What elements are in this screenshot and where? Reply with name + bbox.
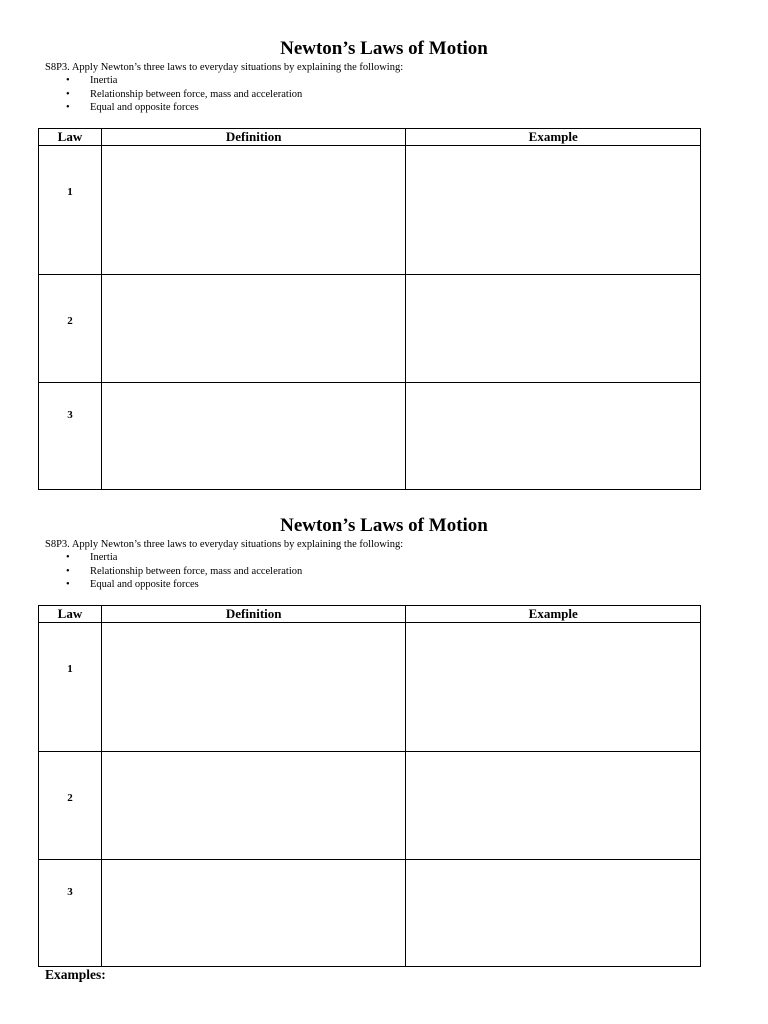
bullet-icon: • xyxy=(66,565,70,577)
list-item: • Relationship between force, mass and acceleration xyxy=(66,565,303,577)
bullet-icon: • xyxy=(66,102,70,113)
table-row xyxy=(39,623,701,752)
laws-table xyxy=(38,128,701,490)
list-item: • Inertia xyxy=(66,552,118,563)
example-cell[interactable] xyxy=(406,146,701,275)
column-header-example: Example xyxy=(406,606,701,623)
example-cell[interactable] xyxy=(406,275,701,383)
table-row xyxy=(39,146,701,275)
definition-cell[interactable] xyxy=(101,860,406,967)
list-item: • Relationship between force, mass and acceleration xyxy=(66,88,303,100)
examples-label: Examples: xyxy=(45,967,106,982)
law-number: 3 xyxy=(39,383,102,490)
table-row xyxy=(39,752,701,860)
column-header-definition: Definition xyxy=(101,129,406,146)
list-item: • Equal and opposite forces xyxy=(66,102,199,113)
bullet-icon: • xyxy=(66,552,70,563)
table-header-row xyxy=(39,606,701,623)
definition-cell[interactable] xyxy=(101,752,406,860)
bullet-icon: • xyxy=(66,88,70,100)
bullet-list xyxy=(66,551,302,592)
law-number: 2 xyxy=(39,275,102,383)
definition-cell[interactable] xyxy=(101,623,406,752)
definition-cell[interactable] xyxy=(101,146,406,275)
definition-cell[interactable] xyxy=(101,383,406,490)
example-cell[interactable] xyxy=(406,860,701,967)
table-row xyxy=(39,860,701,967)
law-number: 3 xyxy=(39,860,102,967)
law-number: 1 xyxy=(39,146,102,275)
law-number: 2 xyxy=(39,752,102,860)
bullet-icon: • xyxy=(66,75,70,86)
page-title: Newton’s Laws of Motion xyxy=(280,515,488,536)
laws-table xyxy=(38,605,701,967)
page-title: Newton’s Laws of Motion xyxy=(280,38,488,59)
table-header-row xyxy=(39,129,701,146)
example-cell[interactable] xyxy=(406,623,701,752)
list-item: • Equal and opposite forces xyxy=(66,579,199,590)
list-item: • Inertia xyxy=(66,75,118,86)
standard-text: S8P3. Apply Newton’s three laws to everyday situations by explaining the following: xyxy=(45,539,404,550)
bullet-icon: • xyxy=(66,579,70,590)
column-header-law: Law xyxy=(39,606,102,623)
table-row xyxy=(39,383,701,490)
column-header-definition: Definition xyxy=(101,606,406,623)
column-header-law: Law xyxy=(39,129,102,146)
law-number: 1 xyxy=(39,623,102,752)
column-header-example: Example xyxy=(406,129,701,146)
example-cell[interactable] xyxy=(406,752,701,860)
standard-text: S8P3. Apply Newton’s three laws to everyday situations by explaining the following: xyxy=(45,62,404,73)
definition-cell[interactable] xyxy=(101,275,406,383)
table-row xyxy=(39,275,701,383)
bullet-list xyxy=(66,74,302,115)
example-cell[interactable] xyxy=(406,383,701,490)
